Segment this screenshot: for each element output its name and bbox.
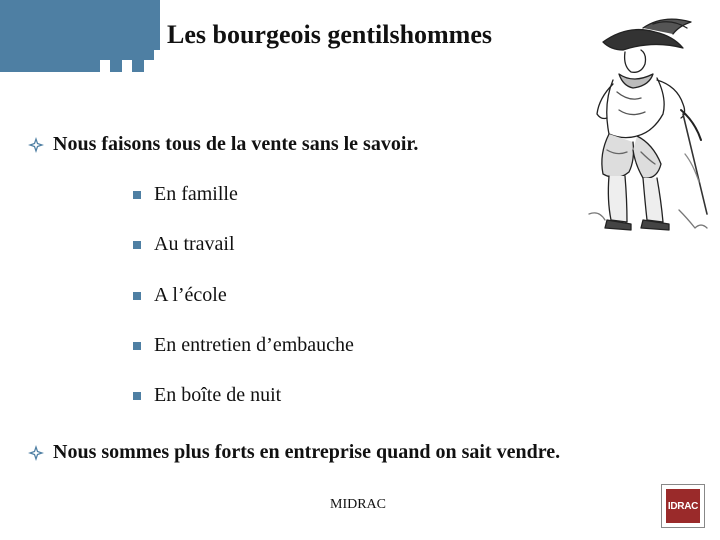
- sub-bullet-text: En entretien d’embauche: [154, 334, 354, 356]
- sub-bullet-text: En boîte de nuit: [154, 384, 282, 406]
- sub-bullet-item: [133, 334, 354, 357]
- square-bullet-icon: [133, 392, 141, 400]
- header-decoration-tab: [100, 60, 110, 72]
- square-bullet-icon: [133, 342, 141, 350]
- sub-bullet-text: En famille: [154, 183, 238, 205]
- bullet-item: [28, 441, 560, 464]
- musketeer-illustration: [583, 14, 713, 242]
- sub-bullet-item: [133, 183, 238, 206]
- header-decoration-tab: [144, 60, 154, 72]
- bullet-text: Nous faisons tous de la vente sans le savoir.: [53, 133, 419, 155]
- bullet-item: [28, 133, 418, 156]
- header-decoration-tab: [122, 60, 132, 72]
- slide-title: Les bourgeois gentilshommes: [167, 20, 492, 49]
- logo-text: IDRAC: [667, 500, 699, 512]
- sub-bullet-text: A l’école: [154, 284, 227, 306]
- diamond-bullet-icon: [28, 137, 44, 153]
- square-bullet-icon: [133, 191, 141, 199]
- sub-bullet-item: [133, 384, 281, 407]
- square-bullet-icon: [133, 241, 141, 249]
- sub-bullet-text: Au travail: [154, 233, 235, 255]
- logo-mark: [666, 489, 700, 523]
- sub-bullet-item: [133, 284, 227, 307]
- sub-bullet-item: [133, 233, 235, 256]
- diamond-bullet-icon: [28, 445, 44, 461]
- idrac-logo: [661, 484, 705, 528]
- bullet-text: Nous sommes plus forts en entreprise quand on sait vendre.: [53, 441, 561, 463]
- header-decoration-notch: [154, 0, 160, 50]
- square-bullet-icon: [133, 292, 141, 300]
- footer-text: MIDRAC: [330, 497, 387, 512]
